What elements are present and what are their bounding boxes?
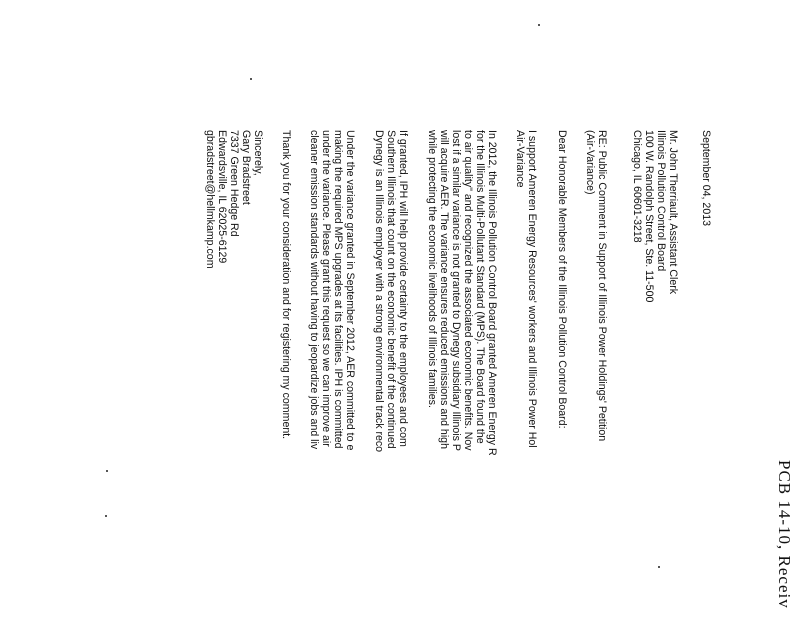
paragraph-line: cleaner emission standards without having to jeopardize jobs and liv (308, 130, 320, 450)
subject-line-2: (Air-Variance) (584, 130, 596, 195)
scan-speck (250, 78, 252, 80)
paragraph-line: lost if a similar variance is not granted to Dynegy subsidiary Illinois P (450, 130, 462, 451)
signature-street: 7337 Green Hedge Rd (228, 130, 240, 237)
paragraph-line: making the required MPS upgrades at its facilities. IPH is committed (332, 130, 344, 449)
received-stamp: PCB 14-10, Receiv (775, 460, 794, 609)
recipient-city: Chicago, IL 60601-3218 (631, 130, 643, 243)
paragraph-line: Under the variance granted in September 2012, AER committed to e (344, 130, 356, 451)
scan-speck (658, 566, 660, 568)
paragraph-line: If granted, IPH will help provide certainty to the employees and com (397, 130, 409, 447)
signature-city: Edwardsville, IL 62025-6129 (216, 130, 228, 264)
recipient-board: Illinois Pollution Control Board (655, 130, 667, 272)
paragraph-line: will acquire AER. The variance ensures reduced emissions and high (438, 130, 450, 449)
scan-speck (105, 515, 107, 517)
signature-closing: Sincerely, (252, 130, 264, 176)
scan-speck (106, 470, 108, 472)
recipient-name: Mr. John Therriault, Assistant Clerk (667, 130, 679, 295)
paragraph-line: In 2012, the Illinois Pollution Control Board granted Ameren Energy R (486, 130, 498, 456)
paragraph-line: for the Illinois Multi-Pollutant Standard (MPS). The Board found the (474, 130, 486, 444)
signature-email: gbradstreet@hellmkamp.com (204, 130, 216, 269)
paragraph-line: to air quality" and recognized the associated economic benefits. Nov (462, 130, 474, 451)
paragraph-line: Dynegy is an Illinois employer with a strong environmental track reco (373, 130, 385, 453)
thank-you-line: Thank you for your consideration and for registering my comment. (280, 130, 292, 440)
paragraph-line: Southern Illinois that count on the economic benefit of the continued (385, 130, 397, 449)
recipient-street: 100 W. Randolph Street, Ste. 11-500 (643, 130, 655, 303)
paragraph-line: while protecting the economic livelihoods of Illinois families. (426, 130, 438, 408)
paragraph-line: Air-Variance (514, 130, 526, 188)
letter-date: September 04, 2013 (700, 130, 712, 227)
signature-name: Gary Bradstreet (240, 130, 252, 205)
scan-speck (538, 24, 540, 26)
paragraph-line: I support Ameren Energy Resources' workers and Illinois Power Hol (526, 130, 538, 448)
subject-line-1: RE: Public Comment in Support of Illinois Power Holdings' Petition (596, 130, 608, 442)
salutation: Dear Honorable Members of the Illinois Pollution Control Board: (556, 130, 568, 429)
paragraph-line: under the variance. Please grant this request so we can improve air (320, 130, 332, 447)
